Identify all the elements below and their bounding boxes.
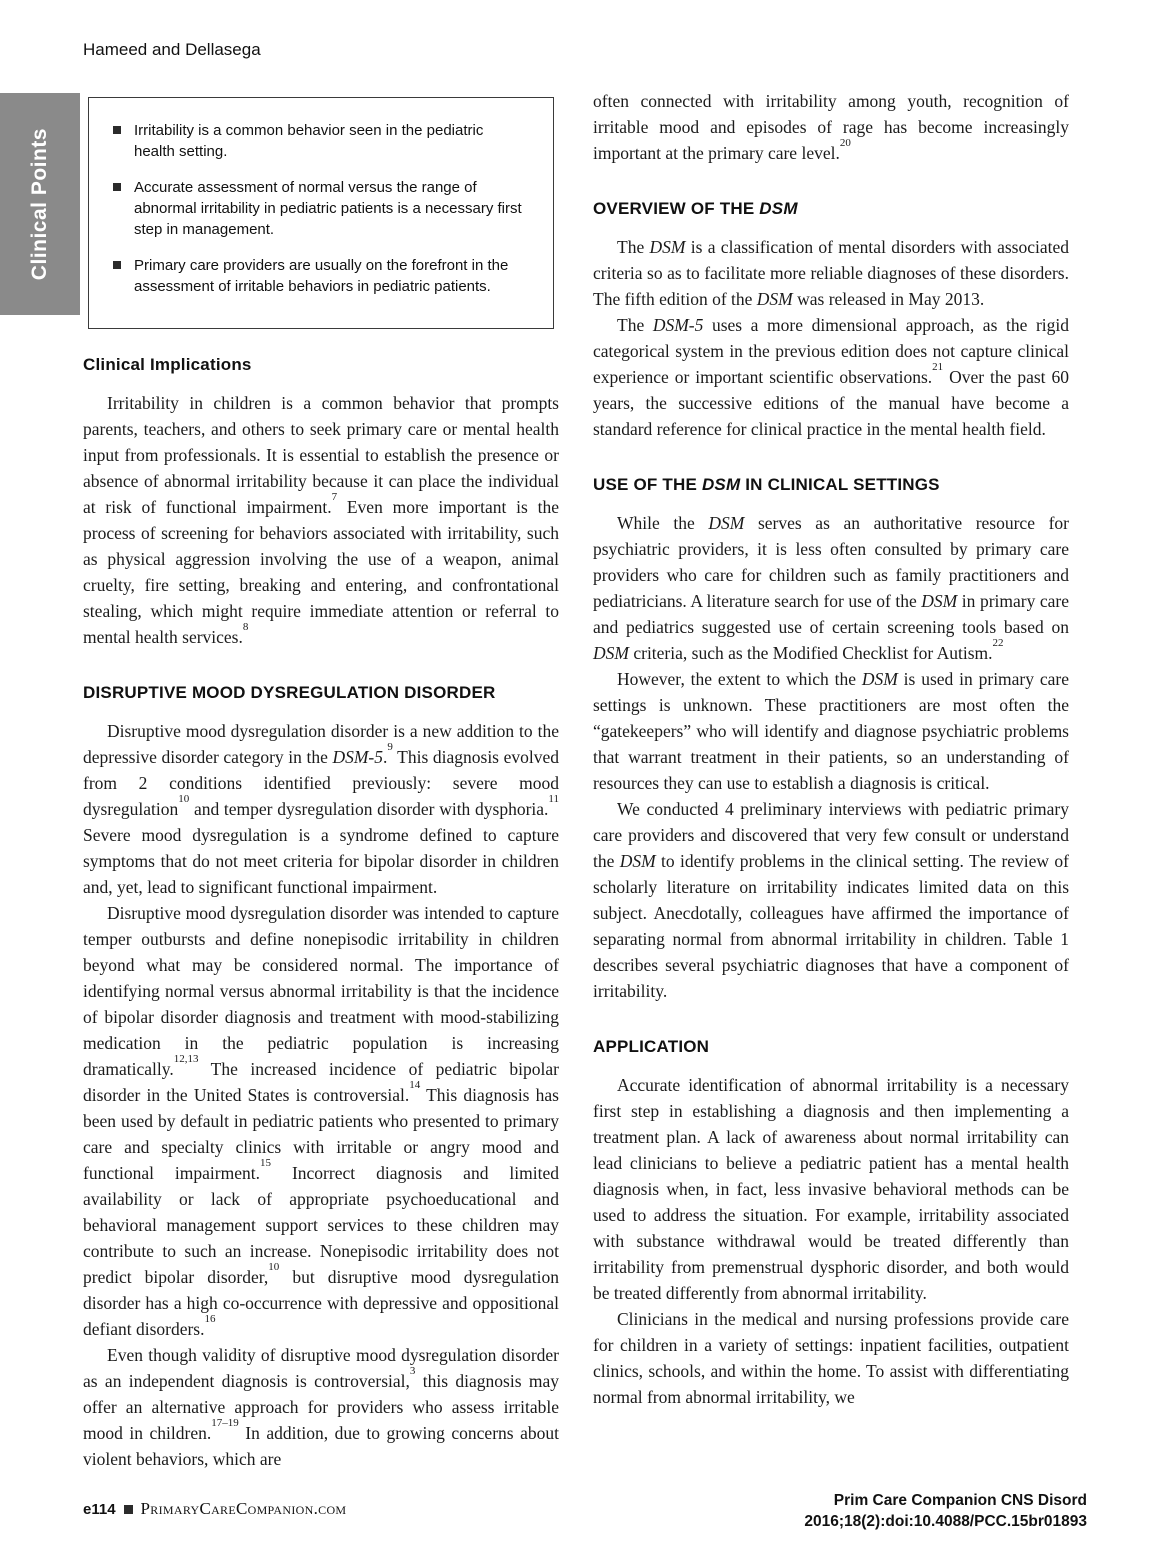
footer-square-icon <box>124 1505 133 1514</box>
body-paragraph: While the DSM serves as an authoritative resource for psychiatric providers, it is less often consulted by primary care providers who care for children such as family practitioners and pediatricians. A literature search for use of the DSM in primary care and pediatrics suggested use of certain screening tools based on DSM criteria, such as the Modified Checklist for Autism.$^{22}$ <box>593 513 1070 663</box>
section-heading: DISRUPTIVE MOOD DYSREGULATION DISORDER <box>83 683 496 702</box>
clinical-points-tab-label: Clinical Points <box>28 127 51 281</box>
bullet-square-icon <box>113 126 121 134</box>
body-paragraph: Accurate identification of abnormal irritability is a necessary first step in establishing a diagnosis and then implementing a treatment plan. A lack of awareness about normal irritability can lead clinicians to believe a pediatric patient has a mental health diagnosis when, in fact, less invasive behavioral methods can be used to address the situation. For example, irritability associated with substance withdrawal would be treated differently than irritability from premenstrual dysphoric disorder, and both would be treated differently from abnormal irritability. <box>593 1075 1069 1303</box>
body-paragraph: Irritability in children is a common behavior that prompts parents, teachers, and others to seek primary care or mental health input from professionals. It is essential to establish the presence or absence of abnormal irritability because it can place the individual at risk of functional impairment.$^7$ Even more important is the process of screening for behaviors associated with irritability, such as physical aggression involving the use of a weapon, animal cruelty, fire setting, breaking and entering, and confrontational stealing, which might require immediate attention or referral to mental health services.$^8$ <box>83 393 559 647</box>
body-paragraph: The DSM is a classification of mental disorders with associated criteria so as to facilitate more reliable diagnoses of these disorders. The fifth edition of the DSM was released in May 2013. <box>593 237 1069 309</box>
section-heading: USE OF THE DSM IN CLINICAL SETTINGS <box>593 475 940 494</box>
body-paragraph: Clinicians in the medical and nursing professions provide care for children in a variety of settings: inpatient facilities, outpatient clinics, schools, and within the home. To assist with differentiating normal from abnormal irritability, we <box>593 1309 1069 1407</box>
section-heading: OVERVIEW OF THE DSM <box>593 199 798 218</box>
section-heading: Clinical Implications <box>83 355 252 374</box>
body-paragraph: Disruptive mood dysregulation disorder was intended to capture temper outbursts and define nonepisodic irritability in children beyond what may be considered normal. The importance of identifying normal versus abnormal irritability is that the incidence of bipolar disorder diagnosis and treatment with mood-stabilizing medication in the pediatric population is increasing dramatically.$^{12,13}$ The increased incidence of pediatric bipolar disorder in the United States is controversial.$^{14}$ This diagnosis has been used by default in pediatric patients who presented to primary care and specialty clinics with irritable or angry mood and functional impairment.$^{15}$ Incorrect diagnosis and limited availability or lack of appropriate psychoeducational and behavioral management support services to these children may contribute to such an increase. Nonepisodic irritability does not predict bipolar disorder,$^{10}$ but disruptive mood dysregulation disorder has a high co-occurrence with depressive and oppositional defiant disorders.$^{16}$ <box>83 903 560 1339</box>
clinical-point-item <box>113 120 525 162</box>
body-paragraph: Even though validity of disruptive mood dysregulation disorder as an independent diagnosis is controversial,$^3$ this diagnosis may offer an alternative approach for providers who assess irritable mood in children.$^{17-19}$ In addition, due to growing concerns about violent behaviors, which are <box>83 1345 559 1469</box>
body-paragraph: The DSM-5 uses a more dimensional approach, as the rigid categorical system in the previous edition does not capture clinical experience or important scientific observations.$^{21}$ Over the past 60 years, the successive editions of the manual have become a standard reference for clinical practice in the mental health field. <box>593 315 1070 439</box>
footer-left <box>83 1499 346 1519</box>
clinical-point-text: Irritability is a common behavior seen in the pediatric health setting. <box>134 122 484 160</box>
page-number: e114 <box>83 1500 116 1518</box>
article-column-right <box>593 88 1069 1410</box>
footer-site-name: PrimaryCareCompanion.com <box>140 1499 347 1518</box>
body-paragraph: Disruptive mood dysregulation disorder is a new addition to the depressive disorder category in the DSM-5.$^9$ This diagnosis evolved from 2 conditions identified previously: severe mood dysregulation$^{10}$ and temper dysregulation disorder with dysphoria.$^{11}$ Severe mood dysregulation is a syndrome defined to capture symptoms that do not meet criteria for bipolar disorder in children and, yet, lead to significant functional impairment. <box>83 721 559 897</box>
clinical-points-box <box>88 97 554 329</box>
running-head: Hameed and Dellasega <box>83 40 261 59</box>
citation-doi: 2016;18(2):doi:10.4088/PCC.15br01893 <box>804 1513 1087 1530</box>
clinical-point-text: Primary care providers are usually on the forefront in the assessment of irritable behaviors in pediatric patients. <box>134 257 509 295</box>
bullet-square-icon <box>113 183 121 191</box>
clinical-point-item <box>113 255 525 297</box>
clinical-point-item <box>113 177 525 240</box>
body-paragraph: We conducted 4 preliminary interviews with pediatric primary care providers and discovered that very few consult or understand the DSM to identify problems in the clinical setting. The review of scholarly literature on irritability indicates limited data on this subject. Anecdotally, colleagues have affirmed the importance of separating normal from abnormal irritability in children. Table 1 describes several psychiatric diagnoses that have a component of irritability. <box>593 799 1069 1001</box>
body-paragraph: often connected with irritability among youth, recognition of irritable mood and episodes of rage has become increasingly important at the primary care level.$^{20}$ <box>593 91 1069 163</box>
bullet-square-icon <box>113 261 121 269</box>
journal-name: Prim Care Companion CNS Disord <box>833 1492 1087 1509</box>
clinical-points-tab <box>0 93 80 315</box>
article-column-left <box>83 352 559 1472</box>
section-heading: APPLICATION <box>593 1037 710 1056</box>
body-paragraph: However, the extent to which the DSM is used in primary care settings is unknown. These practitioners are most often the “gatekeepers” who will identify and diagnose psychiatric problems that warrant treatment in their patients, so an understanding of resources they can use to establish a diagnosis is critical. <box>593 669 1069 793</box>
clinical-point-text: Accurate assessment of normal versus the range of abnormal irritability in pediatric patients is a necessary first step in management. <box>134 179 522 238</box>
footer-right <box>804 1490 1087 1532</box>
